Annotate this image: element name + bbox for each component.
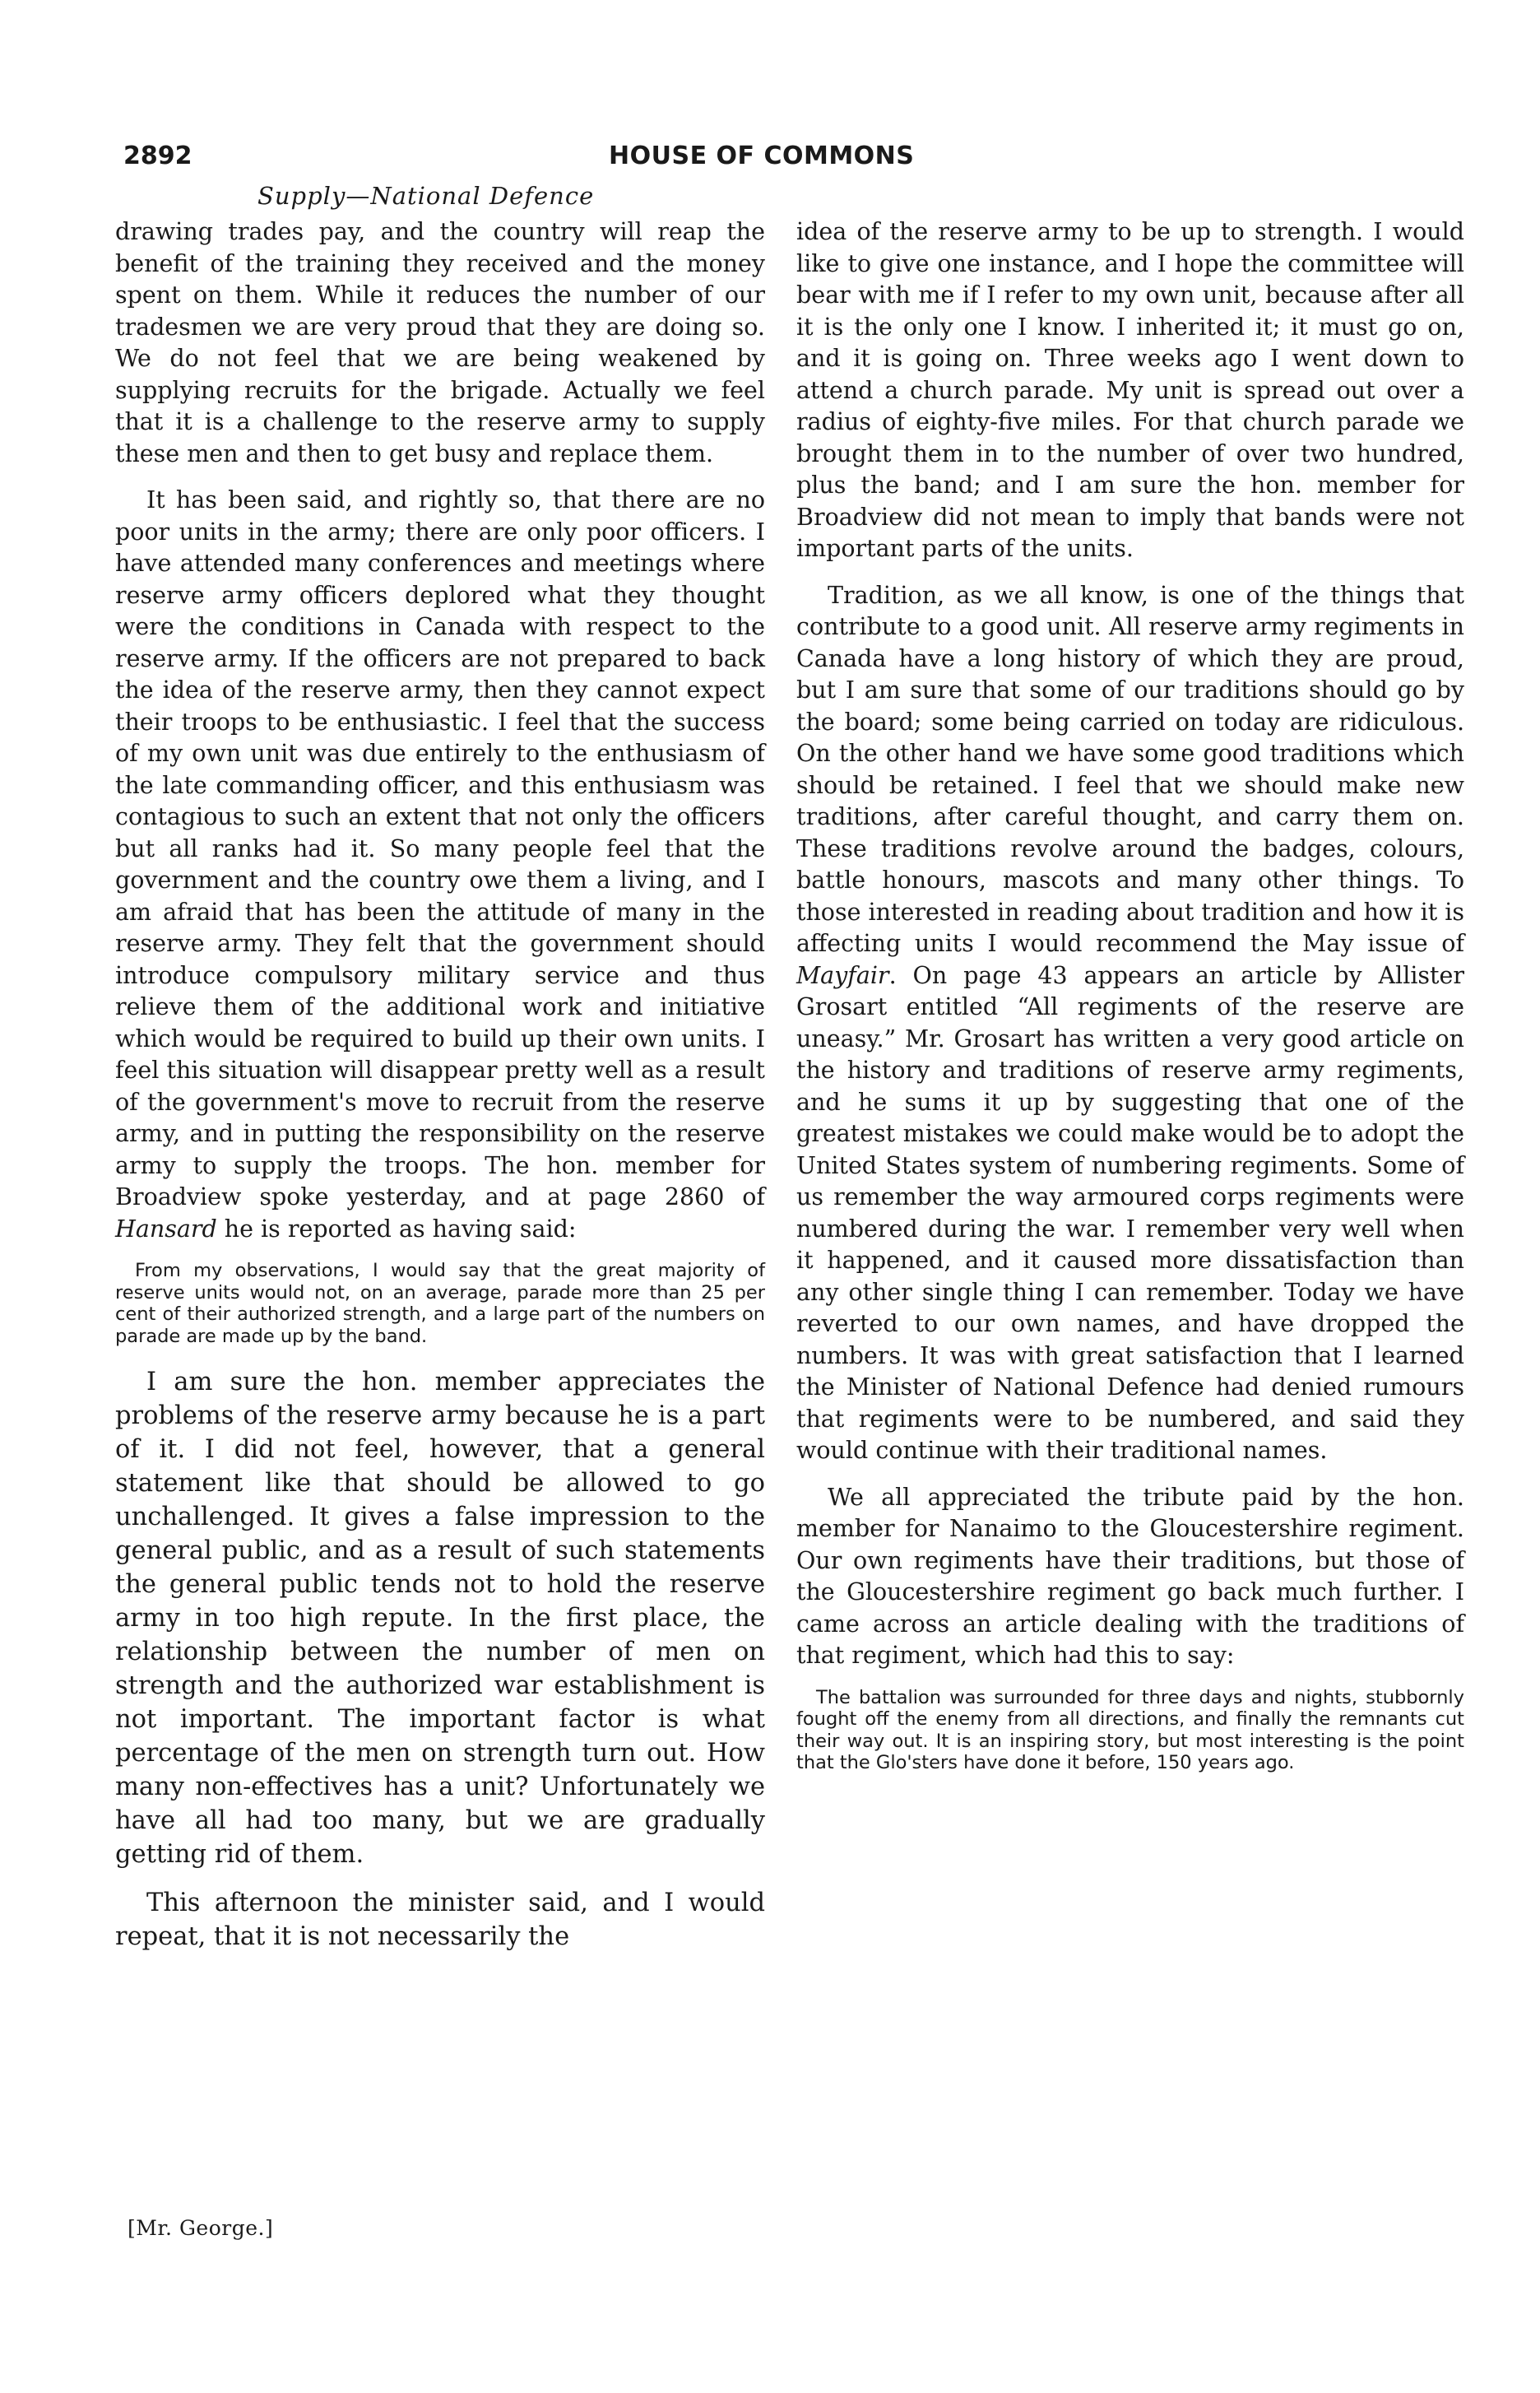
left-paragraph-2: [115, 485, 765, 1245]
right-paragraph-1: idea of the reserve army to be up to strength. I would like to give one instance, and I hope the committee will bear with me if I refer to my own unit, because after all it is the only one I know. I inherited it; it must go on, and it is going on. Three weeks ago I went down to attend a church parade. My unit is spread out over a radius of eighty-five miles. For that church parade we brought them in to the number of over two hundred, plus the band; and I am sure the hon. member for Broadview did not mean to imply that bands were not important parts of the units.: [796, 218, 1464, 562]
right-quotation: The battalion was surrounded for three days and nights, stubbornly fought off the enemy from all directions, and finally the remnants cut their way out. It is an inspiring story, but most interesting is the point that the Glo'sters have done it before, 150 years ago.: [796, 1686, 1464, 1773]
right-paragraph-2-text-a: Tradition, as we all know, is one of the things that contribute to a good unit. All reserve army regiments in Canada have a long history of which they are proud, but I am sure that some of our traditions should go by the board; some being carried on today are ridiculous. On the other hand we have some good traditions which should be retained. I feel that we should make new traditions, after careful thought, and carry them on. These traditions revolve around the badges, colours, battle honours, mascots and many other things. To those interested in reading about tradition and how it is affecting units I would recommend the May issue of: [796, 581, 1464, 957]
left-paragraph-2-text-b: he is reported as having said:: [224, 1215, 577, 1243]
right-paragraph-2-text-b: . On page 43 appears an article by Allister Grosart entitled “All regiments of the reserve are uneasy.” Mr. Grosart has written a very good article on the history and traditions of reserve army regiments, and he sums it up by suggesting that one of the greatest mistakes we could make would be to adopt the United States system of numbering regiments. Some of us remember the way armoured corps regiments were numbered during the war. I remember very well when it happened, and it caused more dissatisfaction than any other single thing I can remember. Today we have reverted to our own names, and have dropped the numbers. It was with great satisfaction that I learned the Minister of National Defence had denied rumours that regiments were to be numbered, and said they would continue with their traditional names.: [796, 961, 1464, 1464]
left-paragraph-3: I am sure the hon. member appreciates the problems of the reserve army because he is a part of it. I did not feel, however, that a general statement like that should be allowed to go unchallenged. It gives a false impression to the general public, and as a result of such statements the general public tends not to hold the reserve army in too high repute. In the first place, the relationship between the number of men on strength and the authorized war establishment is not important. The important factor is what percentage of the men on strength turn out. How many non-effectives has a unit? Unfortunately we have all had too many, but we are gradually getting rid of them.: [115, 1368, 765, 1869]
left-quotation: From my observations, I would say that the great majority of reserve units would not, on an average, parade more than 25 per cent of their authorized strength, and a large part of the numbers on parade are made up by the band.: [115, 1260, 765, 1347]
page-number: 2892: [123, 142, 192, 170]
running-head: Supply—National Defence: [257, 182, 595, 210]
page-header: [123, 142, 1464, 174]
left-paragraph-4: This afternoon the minister said, and I would repeat, that it is not necessarily the: [115, 1889, 765, 1951]
speaker-attribution: [Mr. George.]: [128, 2216, 274, 2240]
left-paragraph-1: drawing trades pay, and the country will reap the benefit of the training they received and the money spent on them. While it reduces the number of our tradesmen we are very proud that they are doing so. We do not feel that we are being weakened by supplying recruits for the brigade. Actually we feel that it is a challenge to the reserve army to supply these men and then to get busy and replace them.: [115, 218, 765, 467]
right-paragraph-3: We all appreciated the tribute paid by the hon. member for Nanaimo to the Gloucestershire regiment. Our own regiments have their traditions, but those of the Gloucestershire regiment go back much further. I came across an article dealing with the traditions of that regiment, which had this to say:: [796, 1483, 1464, 1669]
left-lower-section: [115, 1365, 765, 1954]
hansard-title: Hansard: [115, 1215, 217, 1243]
right-column: [796, 216, 1464, 1792]
left-paragraph-2-text-a: It has been said, and rightly so, that there are no poor units in the army; there are only poor officers. I have attended many conferences and meetings where reserve army officers deplored what they thought were the conditions in Canada with respect to the reserve army. If the officers are not prepared to back the idea of the reserve army, then they cannot expect their troops to be enthusiastic. I feel that the success of my own unit was due entirely to the enthusiasm of the late commanding officer, and this enthusiasm was contagious to such an extent that not only the officers but all ranks had it. So many people feel that the government and the country owe them a living, and I am afraid that has been the attitude of many in the reserve army. They felt that the government should introduce compulsory military service and thus relieve them of the additional work and initiative which would be required to build up their own units. I feel this situation will disappear pretty well as a result of the government's move to recruit from the reserve army, and in putting the responsibility on the reserve army to supply the troops. The hon. member for Broadview spoke yesterday, and at page 2860 of: [115, 486, 765, 1210]
mayfair-title: Mayfair: [796, 961, 889, 989]
right-paragraph-2: [796, 580, 1464, 1467]
journal-title: HOUSE OF COMMONS: [609, 142, 915, 170]
left-column: [115, 216, 765, 1968]
